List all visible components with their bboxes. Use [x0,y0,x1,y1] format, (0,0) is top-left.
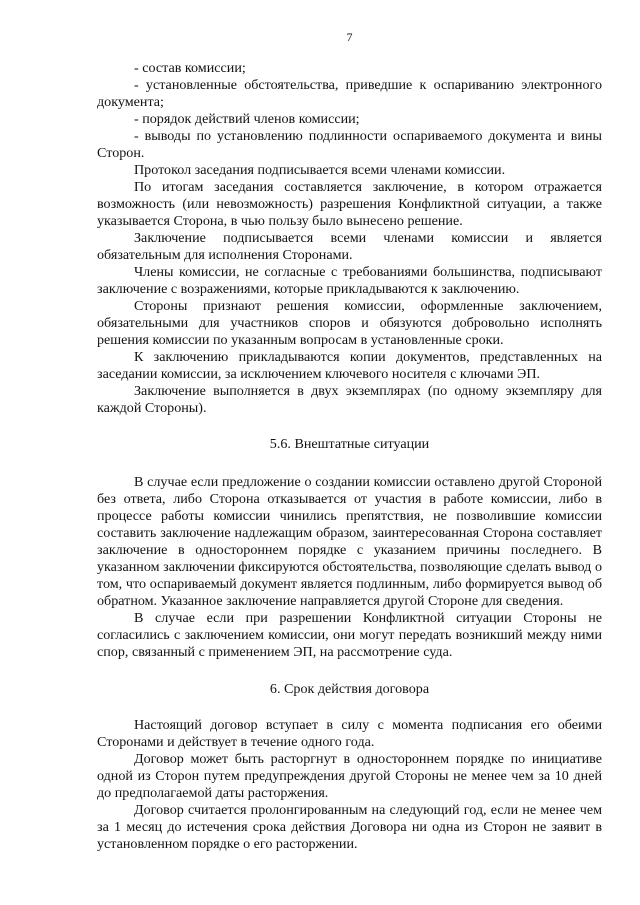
paragraph: Заключение подписывается всеми членами комиссии и является обязательным для исполнения Сторонами. [97,230,602,263]
paragraph: Договор считается пролонгированным на следующий год, если не менее чем за 1 месяц до истечения срока действия Договора ни одна из Сторон не заявит в установленном порядке о его расторжении. [97,802,602,852]
list-item: - порядок действий членов комиссии; [134,111,360,127]
paragraph: В случае если предложение о создании комиссии оставлено другой Стороной без ответа, либо Сторона отказывается от участия в работе комиссии, либо в процессе работы комиссии чинились препятствия, не позволившие комиссии составить заключение надлежащим образом, заинтересованная Сторона составляет заключение в одностороннем порядке с указанием причины последнего. В указанном заключении фиксируются обстоятельства, позволяющие сделать вывод о том, что оспариваемый документ является подлинным, либо формируется вывод об обратном. Указанное заключение направляется другой Стороне для сведения. [97,474,602,609]
section-heading-5-6: 5.6. Внештатные ситуации [269,436,430,452]
commission-protocol-list [97,60,602,162]
section-6-body [97,717,602,853]
section-5-5-body [97,162,602,417]
paragraph: По итогам заседания составляется заключение, в котором отражается возможность (или невозможность) разрешения Конфликтной ситуации, а также указывается Сторона, в чью пользу было вынесено решение. [97,179,602,229]
paragraph: К заключению прикладываются копии документов, представленных на заседании комиссии, за исключением ключевого носителя с ключами ЭП. [97,349,602,382]
paragraph: Члены комиссии, не согласные с требованиями большинства, подписывают заключение с возражениями, которые прикладываются к заключению. [97,264,602,297]
section-5-6-body [97,474,602,661]
paragraph: Настоящий договор вступает в силу с момента подписания его обеими Сторонами и действует в течение одного года. [97,717,602,750]
paragraph: Протокол заседания подписывается всеми членами комиссии. [134,162,506,178]
page-number: 7 [346,30,353,44]
list-item: - установленные обстоятельства, приведшие к оспариванию электронного документа; [97,77,602,110]
list-item: - выводы по установлению подлинности оспариваемого документа и вины Сторон. [97,128,602,161]
section-heading-6: 6. Срок действия договора [269,681,430,697]
paragraph: Договор может быть расторгнут в одностороннем порядке по инициативе одной из Сторон путем предупреждения другой Стороны не менее чем за 10 дней до предполагаемой даты расторжения. [97,751,602,801]
paragraph: Заключение выполняется в двух экземплярах (по одному экземпляру для каждой Стороны). [97,383,602,416]
paragraph: В случае если при разрешении Конфликтной ситуации Стороны не согласились с заключением комиссии, они могут передать возникший между ними спор, связанный с применением ЭП, на рассмотрение суда. [97,610,602,660]
list-item: - состав комиссии; [134,60,246,76]
paragraph: Стороны признают решения комиссии, оформленные заключением, обязательными для участников споров и обязуются добровольно исполнять решения комиссии по указанным вопросам в установленные сроки. [97,298,602,348]
